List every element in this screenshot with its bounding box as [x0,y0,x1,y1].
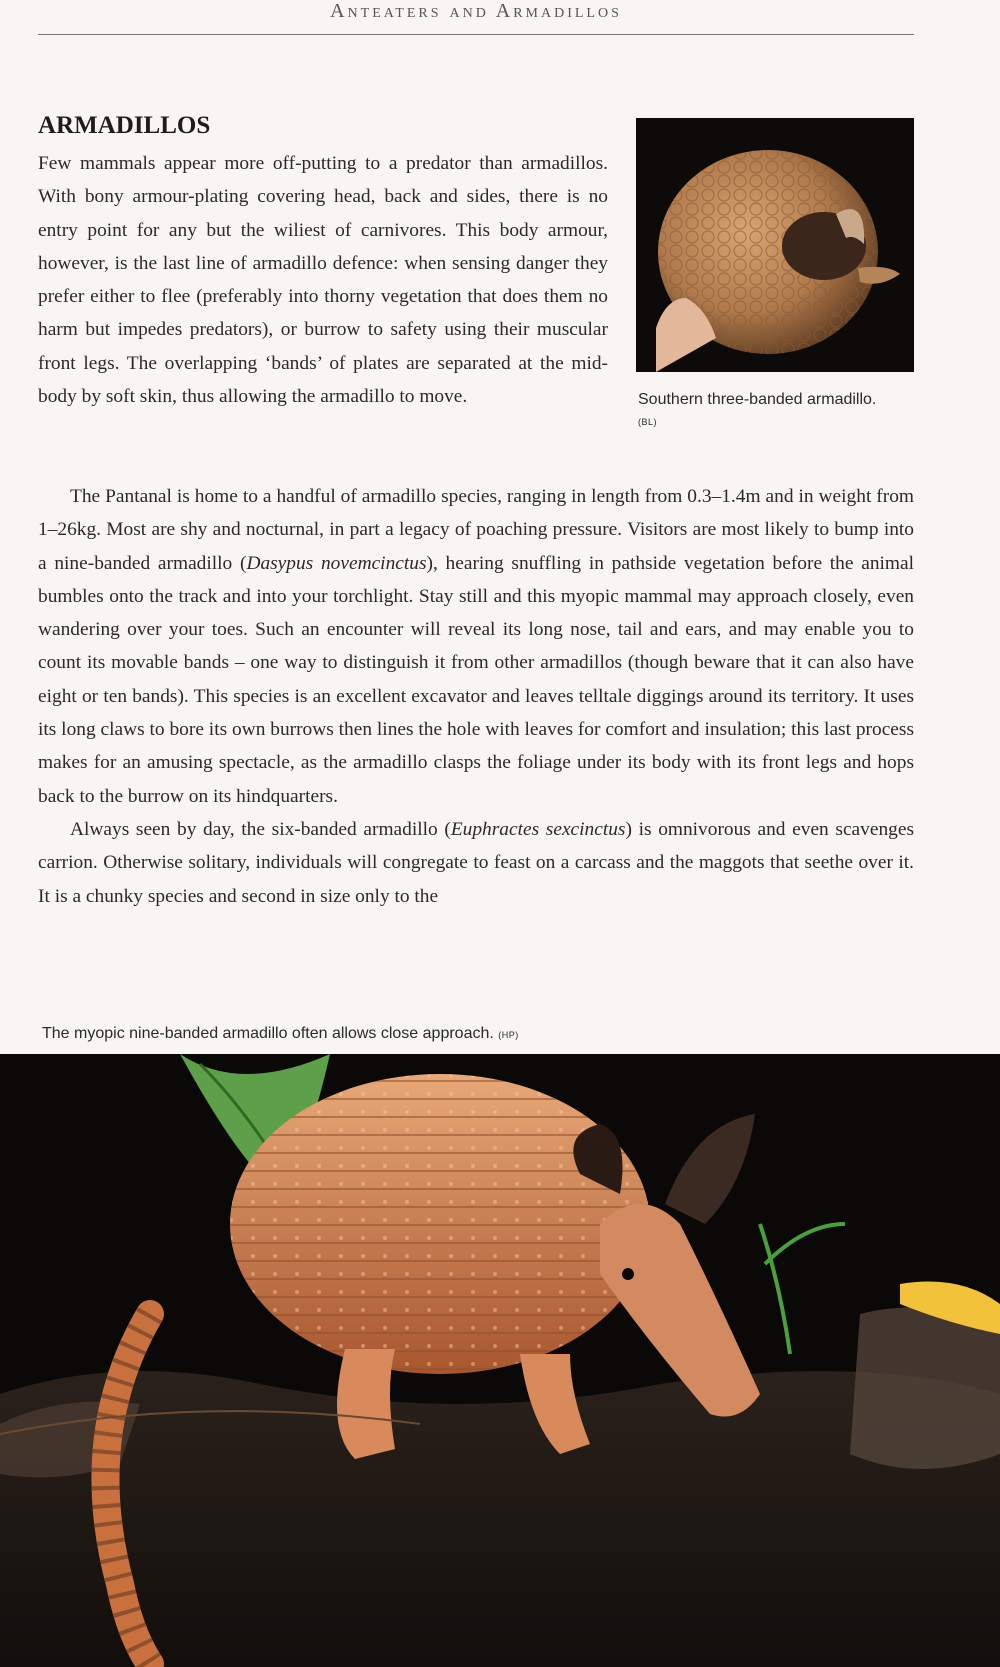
three-banded-armadillo-photo [636,118,914,372]
paragraph-nine-banded [38,480,914,813]
top-caption-text: Southern three-banded armadillo. [638,391,877,408]
p3-text-b: ) is omnivorous and even scavenges carrion. Otherwise solitary, individuals will congregate to feast on a carcass and the maggots that seethe over it. It is a chunky species and second in size only to the [38,818,915,907]
nine-banded-armadillo-illustration [0,1054,1000,1667]
paragraph-six-banded [38,813,914,913]
top-photo-caption [638,389,878,433]
p2-text-b: ), hearing snuffling in pathside vegetation before the animal bumbles onto the track and into your torchlight. Stay still and this myopic mammal may approach closely, even wandering over your toes. Such an encounter will reveal its long nose, tail and ears, and may enable you to count its movable bands – one way to distinguish it from other armadillos (though beware that it can also have eight or ten bands). This species is an excellent excavator and leaves telltale diggings around its territory. It uses its long claws to bore its own burrows then lines the hole with leaves for comfort and insulation; this last process makes for an amusing spectacle, as the armadillo clasps the foliage under its body with its front legs and hops back to the burrow on its hindquarters. [38,552,914,807]
p2-text-a: The Pantanal is home to a handful of armadillo species, ranging in length from 0.3–1.4m and in weight from 1–26kg. Most are shy and nocturnal, in part a legacy of poaching pressure. Visitors are most likely to bump into a nine-banded armadillo ( [38,486,914,574]
running-head: Anteaters and Armadillos [38,0,914,35]
intro-paragraph: Few mammals appear more off-putting to a predator than armadillos. With bony armour-plating covering head, back and sides, there is no entry point for any but the wiliest of carnivores. This body armour, however, is the last line of armadillo defence: when sensing danger they prefer either to flee (preferably into thorny vegetation that does them no harm but impedes predators), or burrow to safety using their muscular front legs. The overlapping ‘bands’ of plates are separated at the mid-body by soft skin, thus allowing the armadillo to move. [38,153,608,408]
nine-banded-armadillo-photo [0,1054,1000,1667]
bottom-caption-credit: (HP) [498,1030,519,1040]
p3-text-a: Always seen by day, the six-banded armadillo ( [70,818,451,840]
bottom-caption-text: The myopic nine-banded armadillo often allows close approach. [42,1025,494,1042]
bottom-photo-caption [42,1023,942,1046]
species-name-dasypus: Dasypus novemcinctus [246,552,427,574]
main-text-column [38,480,914,913]
species-name-euphractes: Euphractes sexcinctus [450,818,626,840]
intro-column [38,147,608,413]
section-heading: ARMADILLOS [38,112,211,139]
top-caption-credit: (BL) [638,417,658,427]
three-banded-armadillo-illustration [636,118,914,372]
